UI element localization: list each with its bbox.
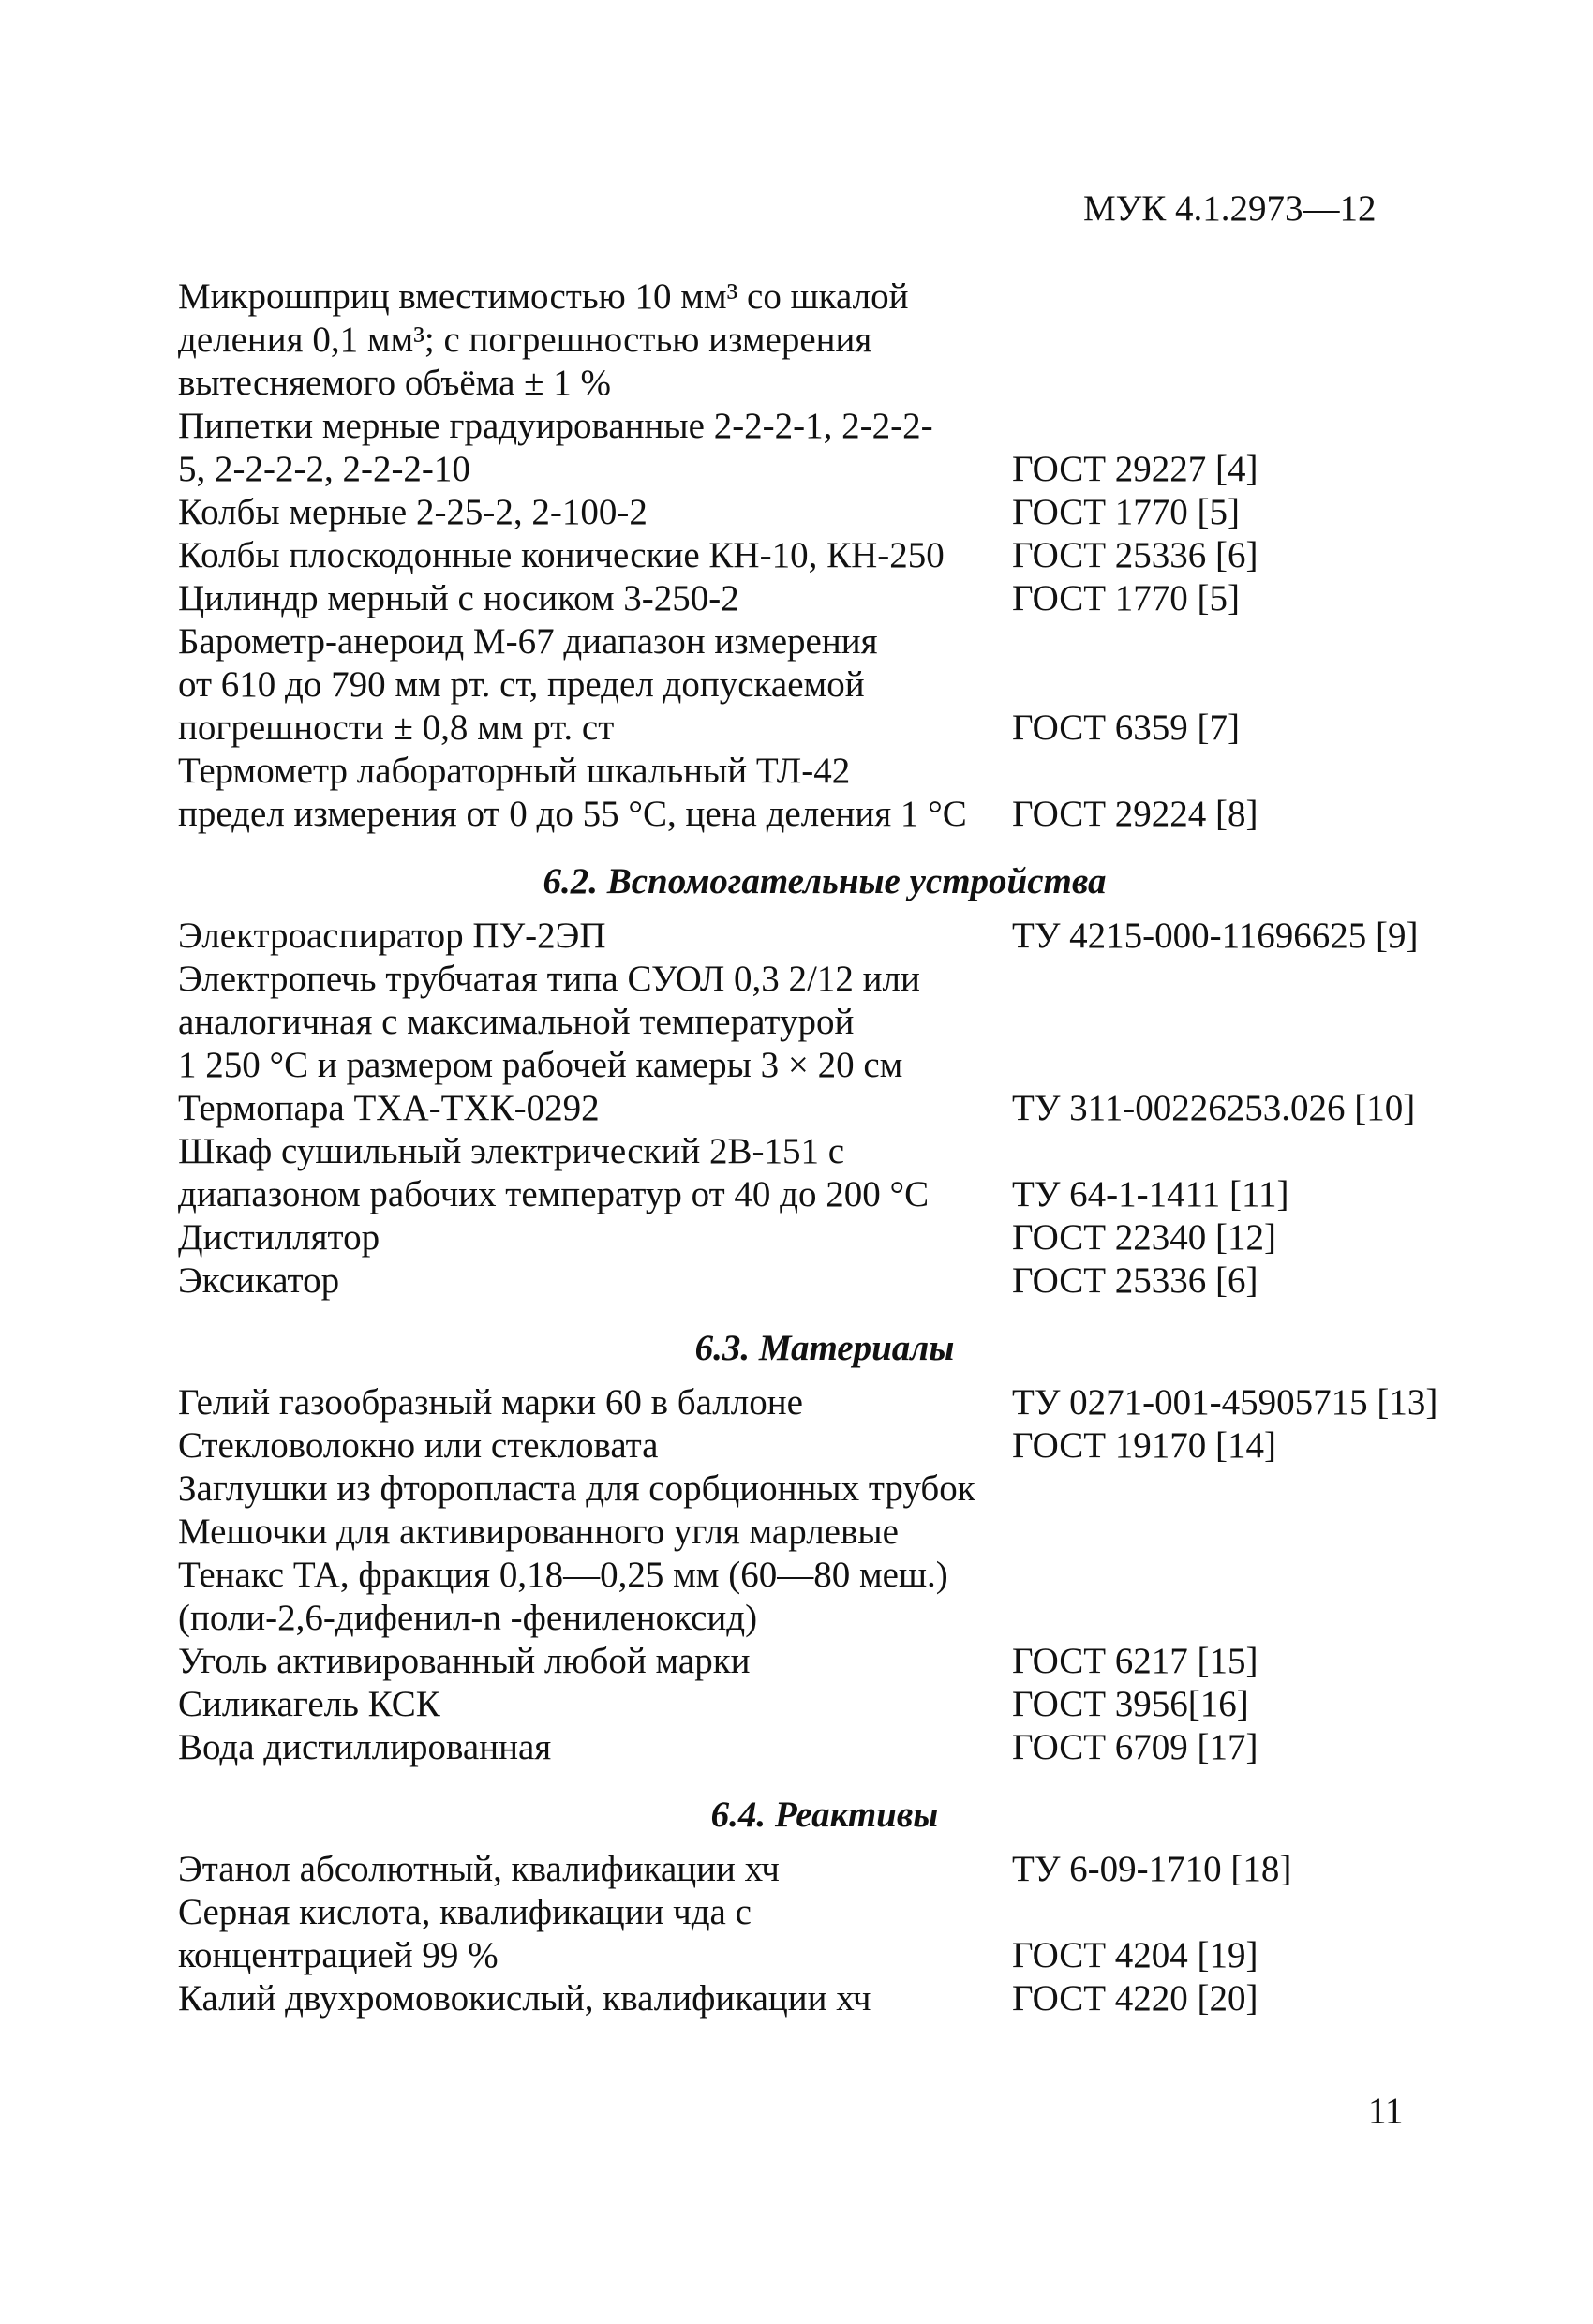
measuring-instruments-list xyxy=(178,276,1471,836)
standard-reference: ГОСТ 29227 [4] xyxy=(1012,449,1258,489)
equipment-row xyxy=(178,1848,1471,1891)
standard-reference: ГОСТ 29224 [8] xyxy=(1012,794,1258,834)
section-auxiliary-devices xyxy=(178,860,1471,1303)
item-description xyxy=(178,958,1012,1087)
standard-reference: ТУ 4215-000-11696625 [9] xyxy=(1012,916,1419,956)
description-line: Тенакс ТА, фракция 0,18—0,25 мм (60—80 меш.) xyxy=(178,1555,948,1595)
standard-reference: ГОСТ 1770 [5] xyxy=(1012,578,1241,618)
description-line: Колбы плоскодонные конические КН-10, КН-250 xyxy=(178,535,945,575)
description-line: деления 0,1 мм³; с погрешностью измерения xyxy=(178,320,872,360)
equipment-row xyxy=(178,915,1471,958)
equipment-row xyxy=(178,1554,1471,1640)
description-line: Шкаф сушильный электрический 2В-151 с xyxy=(178,1131,845,1171)
description-line: вытесняемого объёма ± 1 % xyxy=(178,363,612,403)
equipment-row xyxy=(178,1381,1471,1424)
equipment-row xyxy=(178,620,1471,750)
description-line: Термопара ТХА-ТХК-0292 xyxy=(178,1088,600,1128)
item-description xyxy=(178,1216,1012,1259)
description-line: Этанол абсолютный, квалификации хч xyxy=(178,1849,780,1889)
standard-reference: ГОСТ 4220 [20] xyxy=(1012,1978,1258,2019)
description-line: Силикагель КСК xyxy=(178,1684,440,1724)
item-description xyxy=(178,1640,1012,1683)
description-line: Стекловолокно или стекловата xyxy=(178,1425,659,1466)
equipment-row xyxy=(178,534,1471,577)
description-line: Заглушки из фторопласта для сорбционных трубок xyxy=(178,1468,975,1509)
standard-reference: ГОСТ 19170 [14] xyxy=(1012,1425,1277,1466)
equipment-row xyxy=(178,1087,1471,1130)
item-description xyxy=(178,1259,1012,1303)
description-line: 1 250 °С и размером рабочей камеры 3 × 20 см xyxy=(178,1045,903,1085)
standard-reference: ГОСТ 22340 [12] xyxy=(1012,1217,1277,1258)
equipment-row xyxy=(178,1511,1471,1554)
equipment-row xyxy=(178,1130,1471,1216)
description-line: Серная кислота, квалификации чда с xyxy=(178,1892,752,1932)
equipment-row xyxy=(178,405,1471,491)
standard-reference: ТУ 6-09-1710 [18] xyxy=(1012,1849,1292,1889)
item-description xyxy=(178,577,1012,620)
item-description xyxy=(178,915,1012,958)
description-line: Электропечь трубчатая типа СУОЛ 0,3 2/12 или xyxy=(178,959,920,999)
standard-reference: ГОСТ 6359 [7] xyxy=(1012,708,1241,748)
standard-reference: ГОСТ 25336 [6] xyxy=(1012,1260,1258,1301)
description-line: Эксикатор xyxy=(178,1260,340,1301)
equipment-row xyxy=(178,1467,1471,1511)
equipment-row xyxy=(178,1977,1471,2020)
description-line: Уголь активированный любой марки xyxy=(178,1641,751,1681)
item-description xyxy=(178,405,1012,491)
item-description xyxy=(178,1381,1012,1424)
standard-reference: ТУ 0271-001-45905715 [13] xyxy=(1012,1382,1438,1423)
description-line: 5, 2-2-2-2, 2-2-2-10 xyxy=(178,449,470,489)
item-description xyxy=(178,491,1012,534)
equipment-row xyxy=(178,1891,1471,1977)
description-line: Термометр лабораторный шкальный ТЛ-42 xyxy=(178,751,851,791)
standard-reference: ГОСТ 6217 [15] xyxy=(1012,1641,1258,1681)
item-description xyxy=(178,1467,1012,1511)
description-line: Гелий газообразный марки 60 в баллоне xyxy=(178,1382,803,1423)
equipment-row xyxy=(178,958,1471,1087)
description-line: аналогичная с максимальной температурой xyxy=(178,1002,855,1042)
standard-reference: ГОСТ 4204 [19] xyxy=(1012,1935,1258,1975)
description-line: Цилиндр мерный с носиком 3-250-2 xyxy=(178,578,739,618)
item-description xyxy=(178,1891,1012,1977)
item-description xyxy=(178,1726,1012,1769)
equipment-row xyxy=(178,1424,1471,1467)
item-description xyxy=(178,276,1012,405)
equipment-row xyxy=(178,750,1471,836)
description-line: диапазоном рабочих температур от 40 до 200 °С xyxy=(178,1174,930,1214)
description-line: Дистиллятор xyxy=(178,1217,380,1258)
item-description xyxy=(178,1087,1012,1130)
equipment-row xyxy=(178,1683,1471,1726)
description-line: Электроаспиратор ПУ-2ЭП xyxy=(178,916,606,956)
section-title: 6.2. Вспомогательные устройства xyxy=(543,861,1107,901)
equipment-row xyxy=(178,1726,1471,1769)
section-title: 6.4. Реактивы xyxy=(710,1795,939,1835)
item-description xyxy=(178,1683,1012,1726)
item-description xyxy=(178,1977,1012,2020)
equipment-row xyxy=(178,1259,1471,1303)
description-line: Вода дистиллированная xyxy=(178,1727,552,1767)
standard-reference: ТУ 311-00226253.026 [10] xyxy=(1012,1088,1416,1128)
item-description xyxy=(178,1848,1012,1891)
section-reagents xyxy=(178,1794,1471,2020)
description-line: Микрошприц вместимостью 10 мм³ со шкалой xyxy=(178,276,909,317)
item-description xyxy=(178,750,1012,836)
description-line: концентрацией 99 % xyxy=(178,1935,499,1975)
description-line: Барометр-анероид М-67 диапазон измерения xyxy=(178,621,878,662)
page-number: 11 xyxy=(1368,2091,1404,2131)
standard-reference: ТУ 64-1-1411 [11] xyxy=(1012,1174,1289,1214)
item-description xyxy=(178,1424,1012,1467)
description-line: Калий двухромовокислый, квалификации хч xyxy=(178,1978,871,2019)
standard-reference: ГОСТ 1770 [5] xyxy=(1012,492,1241,532)
description-line: погрешности ± 0,8 мм рт. ст xyxy=(178,708,615,748)
item-description xyxy=(178,1511,1012,1554)
equipment-list xyxy=(178,276,1471,2020)
standard-reference: ГОСТ 25336 [6] xyxy=(1012,535,1258,575)
standard-reference: ГОСТ 6709 [17] xyxy=(1012,1727,1258,1767)
equipment-row xyxy=(178,1640,1471,1683)
description-line: Пипетки мерные градуированные 2-2-2-1, 2-2-2- xyxy=(178,406,933,446)
description-line: предел измерения от 0 до 55 °С, цена деления 1 °С xyxy=(178,794,967,834)
description-line: (поли-2,6-дифенил-n -фениленоксид) xyxy=(178,1598,758,1638)
item-description xyxy=(178,1130,1012,1216)
description-line: Колбы мерные 2-25-2, 2-100-2 xyxy=(178,492,648,532)
equipment-row xyxy=(178,276,1471,405)
item-description xyxy=(178,620,1012,750)
equipment-row xyxy=(178,577,1471,620)
section-title: 6.3. Материалы xyxy=(694,1328,955,1368)
equipment-row xyxy=(178,1216,1471,1259)
equipment-row xyxy=(178,491,1471,534)
item-description xyxy=(178,534,1012,577)
document-code-header: МУК 4.1.2973—12 xyxy=(1083,188,1377,229)
section-materials xyxy=(178,1327,1471,1769)
item-description xyxy=(178,1554,1012,1640)
description-line: от 610 до 790 мм рт. ст, предел допускаемой xyxy=(178,664,865,705)
description-line: Мешочки для активированного угля марлевые xyxy=(178,1512,899,1552)
standard-reference: ГОСТ 3956[16] xyxy=(1012,1684,1249,1724)
